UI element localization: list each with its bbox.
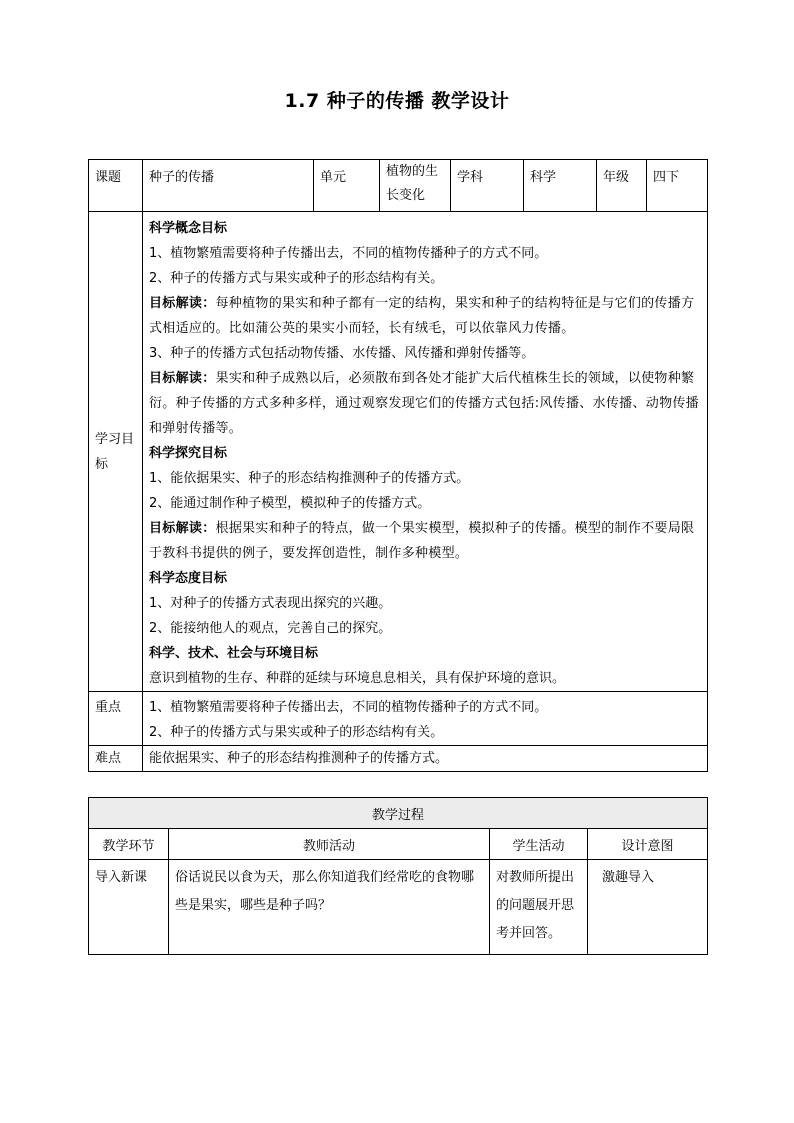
interpretation-label: 目标解读：	[149, 521, 216, 536]
concept-heading: 科学概念目标	[149, 221, 228, 236]
grade-value: 四下	[647, 160, 708, 212]
sts-heading: 科学、技术、社会与环境目标	[149, 646, 319, 661]
process-header-row	[89, 798, 708, 829]
column-header-stage: 教学环节	[89, 829, 169, 860]
interpretation-2	[149, 366, 701, 441]
attitude-heading: 科学态度目标	[149, 571, 228, 586]
unit-label: 单元	[314, 160, 380, 212]
lesson-info-table	[88, 159, 708, 772]
unit-value: 植物的生长变化	[380, 160, 451, 212]
goals-row	[89, 212, 708, 692]
column-header-student: 学生活动	[490, 829, 588, 860]
inquiry-heading: 科学探究目标	[149, 446, 228, 461]
difficulty-label: 难点	[89, 746, 143, 772]
key-points-row	[89, 692, 708, 746]
key-points-content	[143, 692, 708, 746]
goals-content	[143, 212, 708, 692]
interpretation-text: 每种植物的果实和种子都有一定的结构，果实和种子的结构特征是与它们的传播方式相适应的。比如蒲公英的果实小而轻，长有绒毛，可以依靠风力传播。	[149, 296, 695, 336]
teaching-process-table	[88, 797, 708, 955]
table-row	[89, 860, 708, 955]
key-point-1: 1、植物繁殖需要将种子传播出去，不同的植物传播种子的方式不同。	[149, 700, 548, 715]
interpretation-label: 目标解读：	[149, 296, 216, 311]
info-row	[89, 160, 708, 212]
process-header: 教学过程	[89, 798, 708, 829]
attitude-item-2: 2、能接纳他人的观点，完善自己的探究。	[149, 621, 392, 636]
topic-label: 课题	[89, 160, 143, 212]
design-intent-cell: 激趣导入	[588, 860, 708, 955]
interpretation-3	[149, 516, 701, 566]
difficulty-row	[89, 746, 708, 772]
interpretation-1	[149, 291, 701, 341]
goals-label: 学习目标	[89, 212, 143, 692]
grade-label: 年级	[597, 160, 647, 212]
topic-value: 种子的传播	[143, 160, 314, 212]
student-activity-cell: 对教师所提出的问题展开思考并回答。	[490, 860, 588, 955]
subject-label: 学科	[451, 160, 524, 212]
interpretation-text: 根据果实和种子的特点，做一个果实模型，模拟种子的传播。模型的制作不要局限于教科书提供的例子，要发挥创造性，制作多种模型。	[149, 521, 695, 561]
subject-value: 科学	[524, 160, 597, 212]
key-point-2: 2、种子的传播方式与果实或种子的形态结构有关。	[149, 725, 444, 740]
inquiry-item-2: 2、能通过制作种子模型，模拟种子的传播方式。	[149, 496, 431, 511]
concept-item-1: 1、植物繁殖需要将种子传播出去，不同的植物传播种子的方式不同。	[149, 246, 548, 261]
difficulty-text: 能依据果实、种子的形态结构推测种子的传播方式。	[143, 746, 708, 772]
concept-item-2: 2、种子的传播方式与果实或种子的形态结构有关。	[149, 271, 444, 286]
inquiry-item-1: 1、能依据果实、种子的形态结构推测种子的传播方式。	[149, 471, 470, 486]
sts-item-1: 意识到植物的生存、种群的延续与环境息息相关，具有保护环境的意识。	[149, 671, 566, 686]
interpretation-label: 目标解读：	[149, 371, 216, 386]
column-header-intent: 设计意图	[588, 829, 708, 860]
attitude-item-1: 1、对种子的传播方式表现出探究的兴趣。	[149, 596, 392, 611]
teacher-activity-cell: 俗话说民以食为天，那么你知道我们经常吃的食物哪些是果实，哪些是种子吗？	[169, 860, 490, 955]
key-points-label: 重点	[89, 692, 143, 746]
process-column-headers	[89, 829, 708, 860]
document-title: 1.7 种子的传播 教学设计	[284, 90, 510, 112]
interpretation-text: 果实和种子成熟以后，必须散布到各处才能扩大后代植株生长的领域，以使物种繁衍。种子传播的方式多种多样，通过观察发现它们的传播方式包括:风传播、水传播、动物传播和弹射传播等。	[149, 371, 699, 436]
column-header-teacher: 教师活动	[169, 829, 490, 860]
stage-cell: 导入新课	[89, 860, 169, 955]
concept-item-3: 3、种子的传播方式包括动物传播、水传播、风传播和弹射传播等。	[149, 346, 535, 361]
